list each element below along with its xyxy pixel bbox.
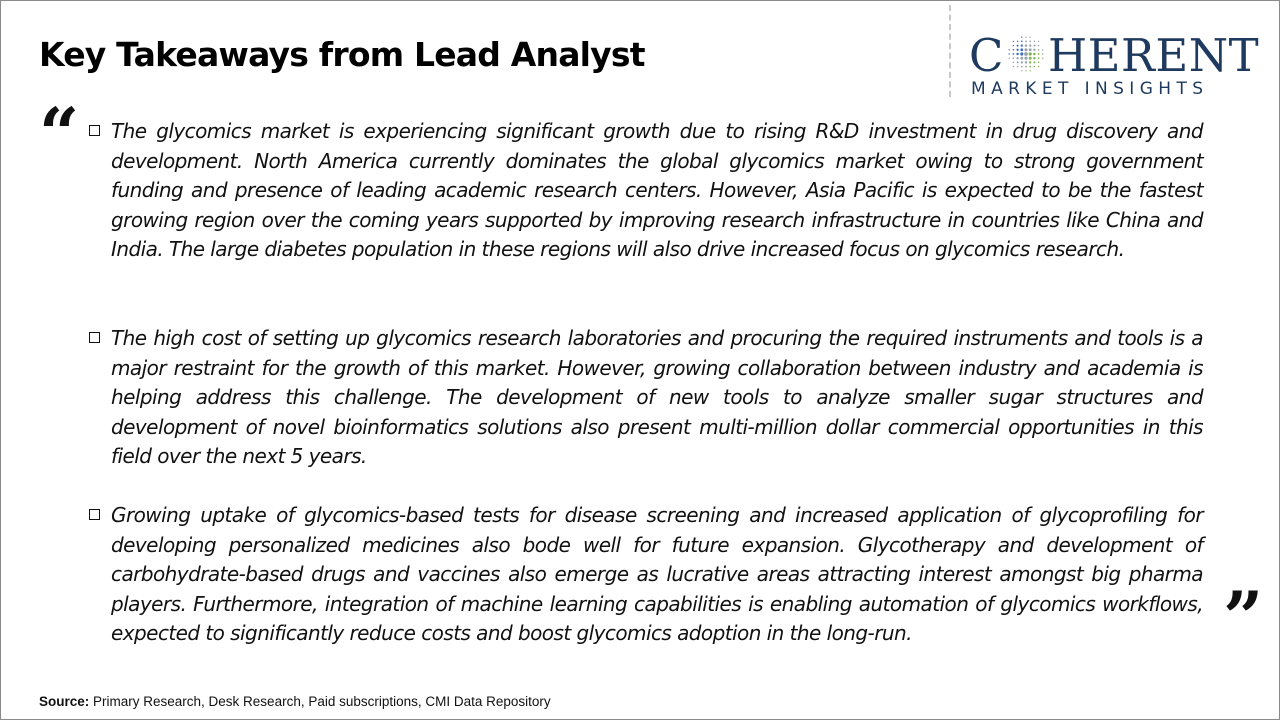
logo-globe-dot bbox=[1029, 70, 1030, 71]
logo-globe-dot bbox=[1024, 57, 1027, 60]
logo-globe-dot bbox=[1017, 45, 1019, 47]
logo-globe-dot bbox=[1033, 61, 1035, 63]
logo-globe-dot bbox=[1012, 53, 1014, 55]
logo-globe-dot bbox=[1013, 66, 1014, 67]
logo-globe-dot bbox=[1020, 52, 1023, 55]
logo-globe-dot bbox=[1012, 49, 1014, 51]
logo-globe-dot bbox=[1034, 66, 1035, 67]
logo-globe-dot bbox=[1025, 66, 1027, 68]
logo-globe-dot bbox=[1013, 62, 1014, 63]
logo-wordmark bbox=[969, 31, 1259, 80]
takeaway-text: Growing uptake of glycomics-based tests for disease screening and increased application of glycoprofiling for developing personalized medicines also bode well for future expansion. Glycotherapy and development of carbohydrate-based drugs and vaccines also emerge as lucrative areas attracting interest amongst big pharma players. Furthermore, integration of machine learning capabilities is enabling automation of glycomics workflows, expected to significantly reduce costs and boost glycomics adoption in the long-run. bbox=[111, 503, 1203, 645]
takeaway-text: The high cost of setting up glycomics research laboratories and procuring the required instruments and tools is a major restraint for the growth of this market. However, growing collaboration between industry and academia is helping address this challenge. The development of new tools to analyze smaller sugar structures and development of novel bioinformatics solutions also present multi-million dollar commercial opportunities in this field over the next 5 years. bbox=[111, 326, 1203, 468]
logo-globe-dot bbox=[1029, 61, 1031, 63]
logo-globe-icon bbox=[1006, 34, 1046, 74]
logo-globe-dot bbox=[1029, 37, 1030, 38]
logo-globe-dot bbox=[1021, 41, 1023, 43]
logo-globe-dot bbox=[1038, 49, 1040, 51]
checkbox-bullet-icon bbox=[89, 332, 100, 343]
logo-globe-dot bbox=[1042, 49, 1043, 50]
logo-globe-dot bbox=[1038, 66, 1039, 67]
logo-globe-dot bbox=[1025, 61, 1027, 63]
logo-globe-dot bbox=[1024, 52, 1028, 56]
logo-globe-dot bbox=[1016, 53, 1018, 55]
logo-globe-dot bbox=[1021, 70, 1022, 71]
logo-globe-dot bbox=[1016, 49, 1018, 51]
logo-globe-dot bbox=[1021, 44, 1023, 46]
logo-globe-dot bbox=[1029, 52, 1032, 55]
logo-globe-dot bbox=[1029, 44, 1031, 46]
logo-globe-dot bbox=[1042, 58, 1043, 59]
logo-globe-dot bbox=[1020, 48, 1023, 51]
takeaway-text: The glycomics market is experiencing significant growth due to rising R&D investment in drug discovery and development. North America currently dominates the global glycomics market owing to strong government funding and presence of leading academic research centers. However, Asia Pacific is expected to be the fastest growing region over the coming years supported by improving research infrastructure in countries like China and India. The large diabetes population in these regions will also drive increased focus on glycomics research. bbox=[111, 119, 1203, 261]
logo-letter-c: C bbox=[969, 29, 1004, 82]
logo-globe-dot bbox=[1038, 57, 1040, 59]
takeaway-item bbox=[85, 324, 1203, 472]
checkbox-bullet-icon bbox=[89, 509, 100, 520]
logo-globe-dot bbox=[1033, 57, 1035, 59]
logo-globe-dot bbox=[1024, 48, 1027, 51]
logo-globe-dot bbox=[1016, 57, 1018, 59]
logo-globe-dot bbox=[1042, 53, 1043, 54]
logo-globe-dot bbox=[1021, 61, 1023, 63]
logo-globe-dot bbox=[1017, 41, 1018, 42]
close-quote-icon: ” bbox=[1223, 576, 1264, 659]
takeaway-item bbox=[85, 117, 1203, 265]
logo-globe-dot bbox=[1008, 58, 1009, 59]
logo-globe-dot bbox=[1033, 49, 1035, 51]
logo-globe-dot bbox=[1008, 53, 1009, 54]
logo-globe-dot bbox=[1020, 57, 1023, 60]
logo-letters-rest: HERENT bbox=[1047, 29, 1260, 82]
logo-globe-dot bbox=[1013, 45, 1014, 46]
logo-globe-dot bbox=[1029, 57, 1032, 60]
logo-globe-dot bbox=[1025, 70, 1026, 71]
page-title: Key Takeaways from Lead Analyst bbox=[39, 35, 645, 74]
logo-globe-dot bbox=[1021, 37, 1022, 38]
logo-globe-dot bbox=[1017, 61, 1019, 63]
logo-globe-dot bbox=[1029, 48, 1032, 51]
logo-globe-dot bbox=[1025, 40, 1027, 42]
open-quote-icon: “ bbox=[39, 92, 80, 175]
logo-globe-dot bbox=[1038, 62, 1039, 63]
logo-globe-dot bbox=[1038, 45, 1039, 46]
source-note bbox=[39, 694, 551, 709]
header-divider bbox=[949, 5, 951, 97]
logo-globe-dot bbox=[1008, 49, 1009, 50]
logo-globe-dot bbox=[1025, 37, 1026, 38]
logo-globe-dot bbox=[1033, 53, 1035, 55]
logo-subtitle: MARKET INSIGHTS bbox=[971, 79, 1209, 99]
logo-globe-dot bbox=[1029, 66, 1031, 68]
source-text: Primary Research, Desk Research, Paid subscriptions, CMI Data Repository bbox=[89, 694, 551, 709]
source-label: Source: bbox=[39, 694, 90, 709]
logo-globe-dot bbox=[1033, 45, 1035, 47]
logo-globe-dot bbox=[1021, 66, 1023, 68]
logo-globe-dot bbox=[1029, 41, 1031, 43]
company-logo bbox=[967, 31, 1263, 101]
takeaway-item bbox=[85, 501, 1203, 649]
logo-globe-dot bbox=[1017, 66, 1018, 67]
logo-globe-dot bbox=[1034, 41, 1035, 42]
logo-globe-dot bbox=[1038, 41, 1039, 42]
logo-globe-dot bbox=[1025, 44, 1027, 46]
logo-globe-dot bbox=[1038, 53, 1040, 55]
logo-globe-dot bbox=[1013, 41, 1014, 42]
checkbox-bullet-icon bbox=[89, 125, 100, 136]
logo-globe-dot bbox=[1012, 57, 1014, 59]
